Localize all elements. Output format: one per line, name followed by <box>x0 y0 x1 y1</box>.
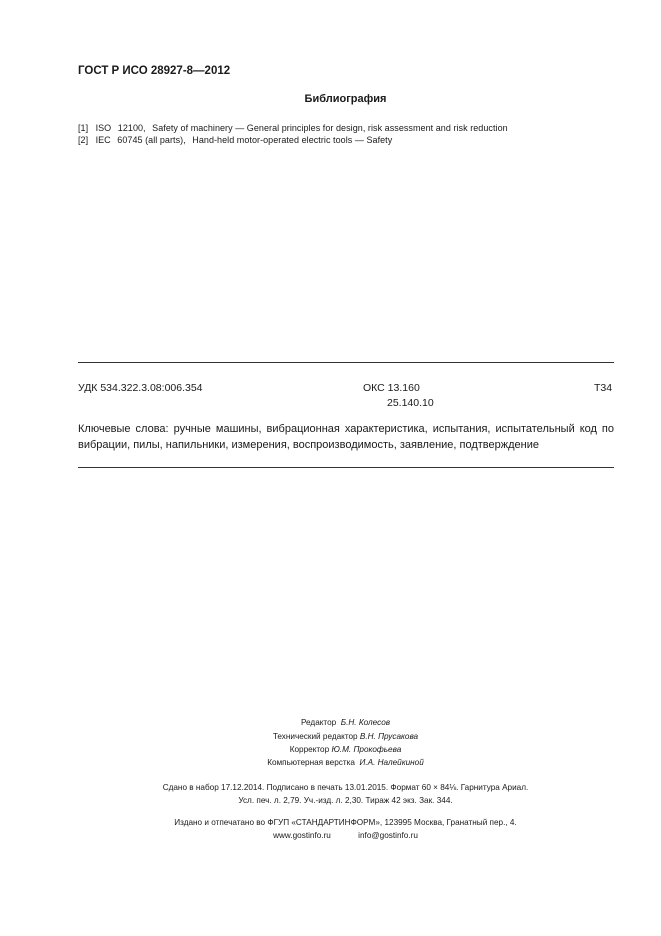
document-header: ГОСТ Р ИСО 28927-8—2012 <box>78 65 231 77</box>
credit-role: Редактор <box>300 718 337 727</box>
keywords: Ключевые слова: ручные машины, вибрационная характеристика, испытания, испытательный код по вибрации, пилы, напильники, измерения, воспроизводимость, заявление, подтверждение <box>78 423 614 451</box>
reference-org: IEC <box>95 135 111 145</box>
reference-title: Safety of machinery — General principles for design, risk assessment and risk reduction <box>152 123 508 133</box>
oks-code-1: ОКС 13.160 <box>363 382 420 394</box>
divider-top <box>78 362 614 363</box>
publisher-website[interactable]: www.gostinfo.ru <box>273 831 331 840</box>
reference-code: 12100, <box>117 123 146 133</box>
reference-item <box>78 135 392 145</box>
credit-name: Ю.М. Прокофьева <box>331 745 402 754</box>
credit-role: Корректор <box>289 745 330 754</box>
credit-name: Б.Н. Колесов <box>340 718 391 727</box>
credit-tech-editor <box>0 732 661 741</box>
classification-code: Т34 <box>594 382 613 394</box>
credit-layout <box>0 758 661 767</box>
credit-role: Компьютерная верстка <box>267 758 355 767</box>
udk-code: УДК 534.322.3.08:006.354 <box>78 382 203 394</box>
credit-editor <box>0 718 661 727</box>
bibliography-title: Библиография <box>304 93 387 105</box>
reference-number: [1] <box>78 123 89 133</box>
reference-code: 60745 (all parts), <box>117 135 186 145</box>
reference-title: Hand-held motor-operated electric tools — Safety <box>192 135 393 145</box>
reference-item <box>78 123 508 133</box>
reference-number: [2] <box>78 135 89 145</box>
credit-name: В.Н. Прусакова <box>359 732 419 741</box>
publisher-address: Издано и отпечатано во ФГУП «СТАНДАРТИНФОРМ», 123995 Москва, Гранатный пер., 4. <box>174 818 517 827</box>
oks-code-2: 25.140.10 <box>387 397 434 409</box>
publisher-email[interactable]: info@gostinfo.ru <box>358 831 418 840</box>
credit-name: И.А. Налейкиной <box>359 758 424 767</box>
print-info-line-2: Усл. печ. л. 2,79. Уч.-изд. л. 2,30. Тираж 42 экз. Зак. 344. <box>238 796 453 805</box>
credit-role: Технический редактор <box>272 732 358 741</box>
publisher-contacts <box>0 831 661 840</box>
credit-corrector <box>0 745 661 754</box>
reference-org: ISO <box>95 123 112 133</box>
divider-bottom <box>78 467 614 468</box>
print-info-line-1: Сдано в набор 17.12.2014. Подписано в печать 13.01.2015. Формат 60 × 84⅛. Гарнитура Ариал. <box>162 783 529 792</box>
